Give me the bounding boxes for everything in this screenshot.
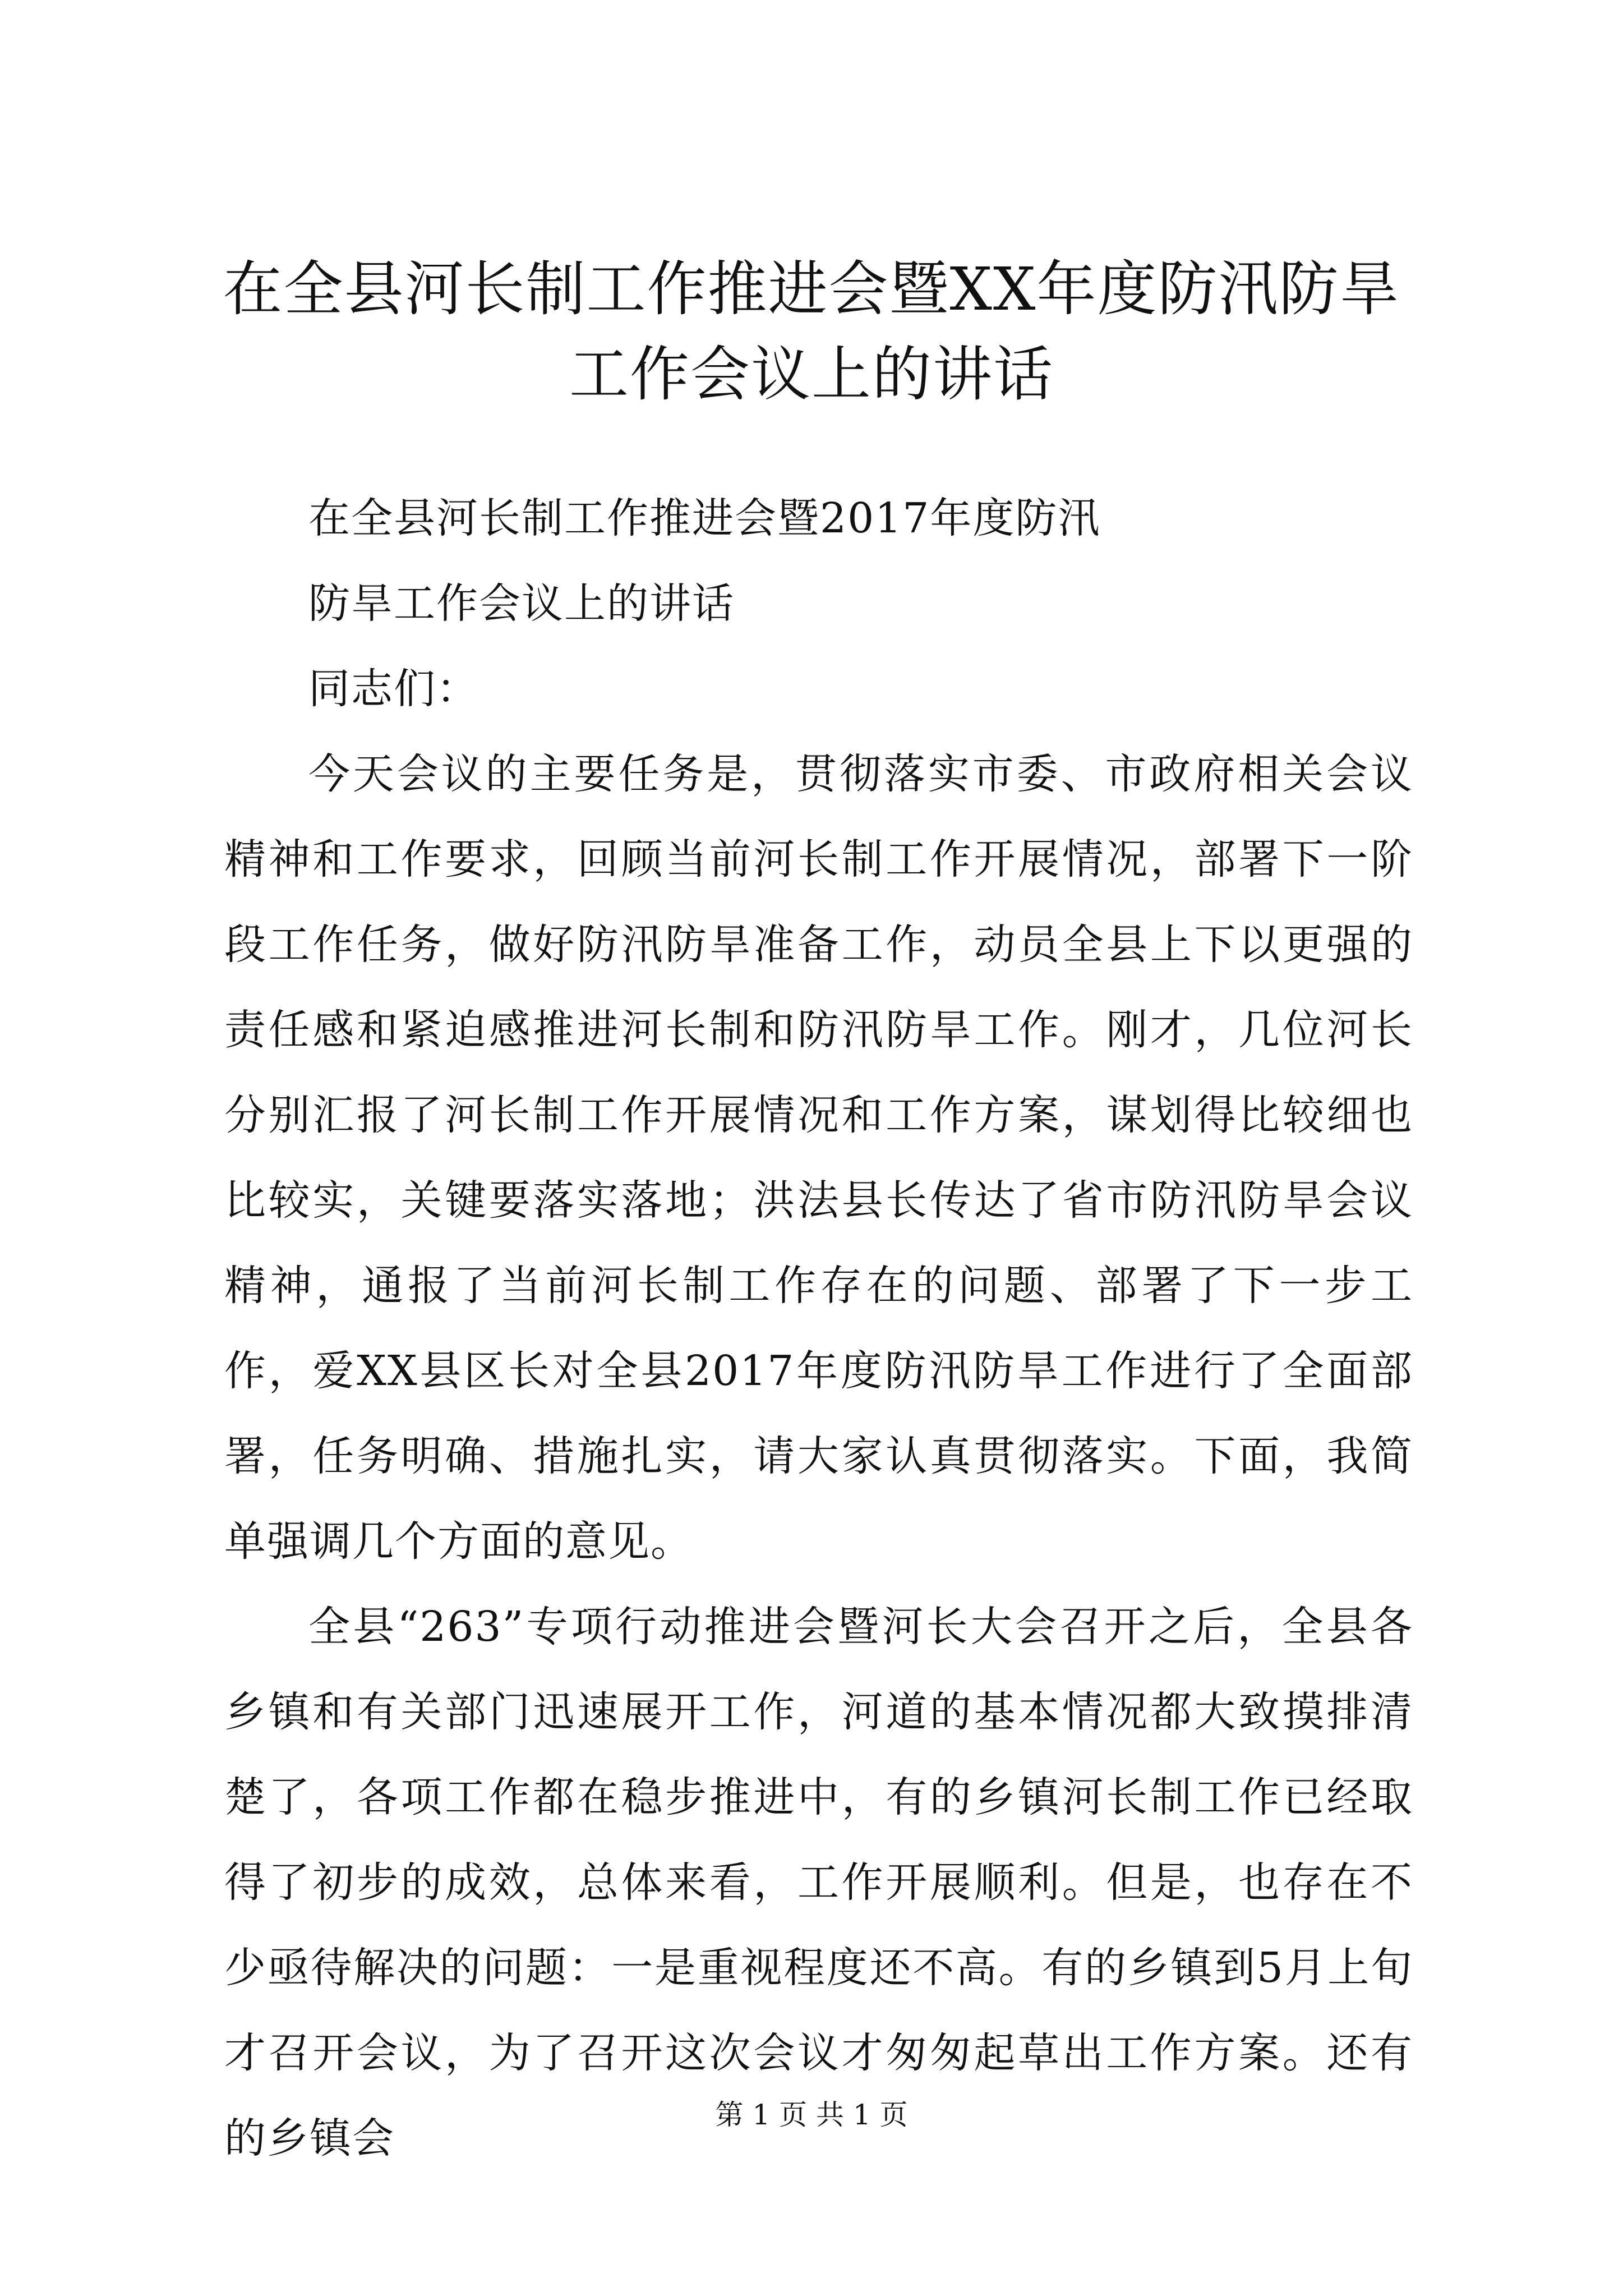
body-paragraph: 全县“263”专项行动推进会暨河长大会召开之后，全县各乡镇和有关部门迅速展开工作，河道的基本情况都大致摸排清楚了，各项工作都在稳步推进中，有的乡镇河长制工作已经取得了初步的成效，总体来看，工作开展顺利。但是，也存在不少亟待解决的问题：一是重视程度还不高。有的乡镇到5月上旬才召开会议，为了召开这次会议才匆匆起草出工作方案。还有的乡镇会 — [224, 1603, 1413, 2162]
subtitle-line-1: 在全县河长制工作推进会暨2017年度防汛 — [308, 494, 1101, 542]
document-body — [224, 476, 1413, 2181]
subtitle-line-2: 防旱工作会议上的讲话 — [308, 579, 735, 628]
body-paragraph: 今天会议的主要任务是，贯彻落实市委、市政府相关会议精神和工作要求，回顾当前河长制工作开展情况，部署下一阶段工作任务，做好防汛防旱准备工作，动员全县上下以更强的责任感和紧迫感推进河长制和防汛防旱工作。刚才，几位河长分别汇报了河长制工作开展情况和工作方案，谋划得比较细也比较实，关键要落实落地；洪法县长传达了省市防汛防旱会议精神，通报了当前河长制工作存在的问题、部署了下一步工作，爱XX县区长对全县2017年度防汛防旱工作进行了全面部署，任务明确、措施扎实，请大家认真贯彻落实。下面，我简单强调几个方面的意见。 — [224, 750, 1413, 1566]
page-footer: 第 1 页 共 1 页 — [715, 2099, 908, 2131]
document-title: 在全县河长制工作推进会暨XX年度防汛防旱工作会议上的讲话 — [223, 255, 1400, 409]
salutation: 同志们： — [308, 665, 479, 713]
